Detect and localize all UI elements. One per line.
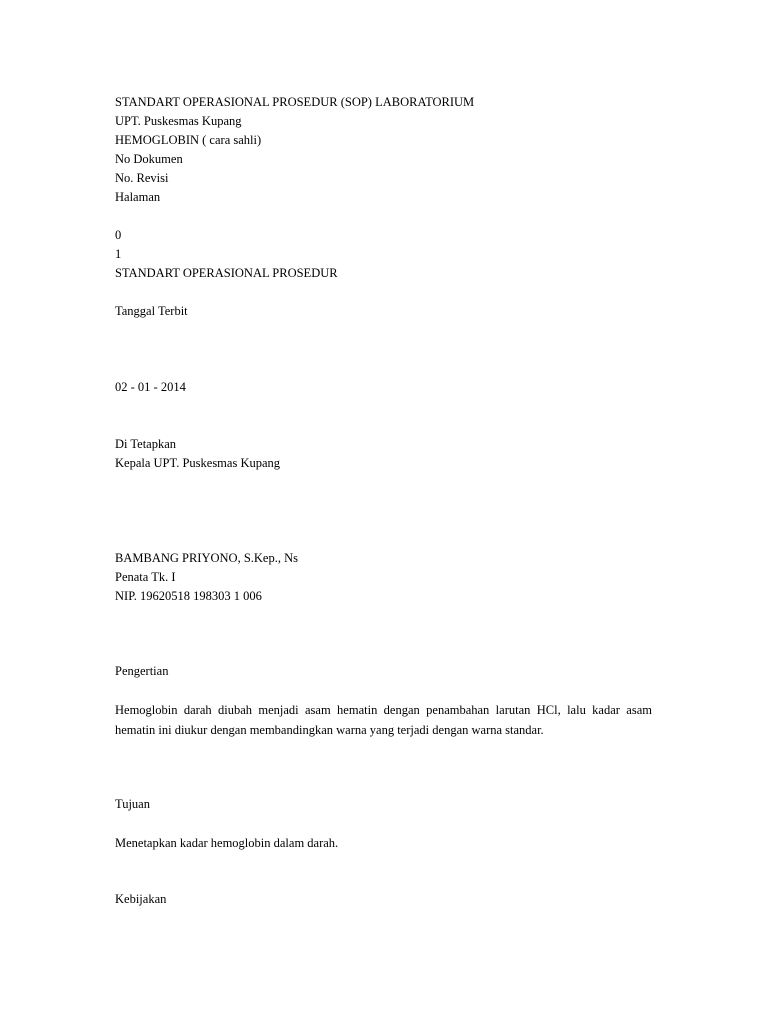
revision-label: No. Revisi [115,171,169,185]
doc-number-label: No Dokumen [115,152,183,166]
purpose-text: Menetapkan kadar hemoglobin dalam darah. [115,836,339,850]
purpose-heading: Tujuan [115,797,150,811]
revision-value: 0 [115,228,122,242]
definition-text: Hemoglobin darah diubah menjadi asam hematin dengan penambahan larutan HCl, lalu kadar asam hematin ini diukur dengan membandingkan warna yang terjadi dengan warna standar. [115,703,652,737]
policy-heading: Kebijakan [115,892,167,906]
page-value: 1 [115,247,122,261]
approver-rank: Penata Tk. I [115,570,176,584]
sop-label: STANDART OPERASIONAL PROSEDUR [115,266,338,280]
set-label: Di Tetapkan [115,437,177,451]
approver-name: BAMBANG PRIYONO, S.Kep., Ns [115,551,299,565]
institution-name: UPT. Puskesmas Kupang [115,114,242,128]
approver-position: Kepala UPT. Puskesmas Kupang [115,456,281,470]
definition-heading: Pengertian [115,664,169,678]
procedure-name: HEMOGLOBIN ( cara sahli) [115,133,262,147]
issue-date-label: Tanggal Terbit [115,304,188,318]
issue-date: 02 - 01 - 2014 [115,380,186,394]
page-label: Halaman [115,190,161,204]
approver-nip: NIP. 19620518 198303 1 006 [115,589,262,603]
document-title: STANDART OPERASIONAL PROSEDUR (SOP) LABORATORIUM [115,95,475,109]
